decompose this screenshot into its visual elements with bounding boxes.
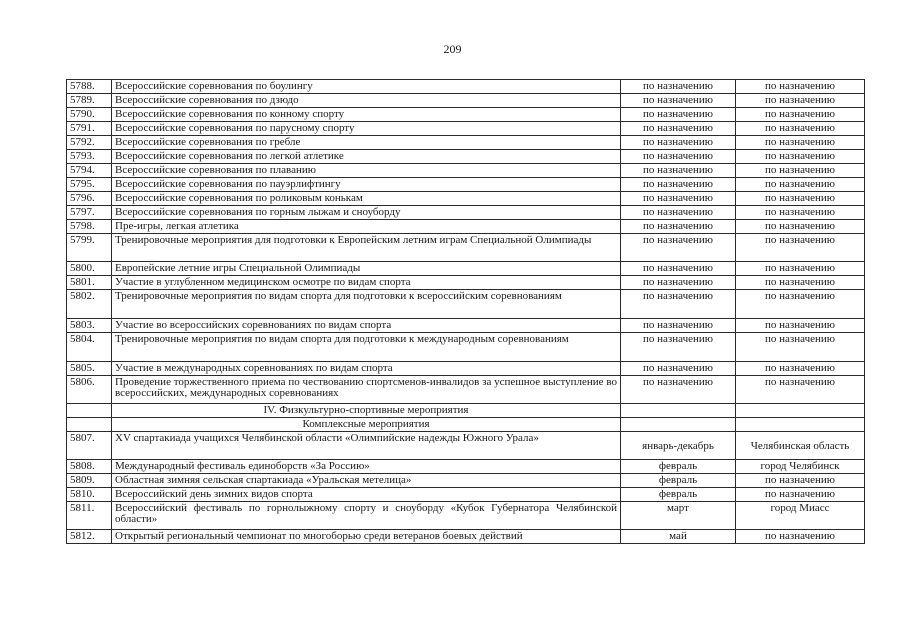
- event-place: по назначению: [736, 333, 865, 362]
- event-date: по назначению: [621, 333, 736, 362]
- row-number: 5788.: [67, 80, 112, 94]
- page-number: 209: [443, 42, 462, 56]
- row-number: 5810.: [67, 488, 112, 502]
- table-row: [67, 502, 865, 530]
- table-row: [67, 94, 865, 108]
- event-date: по назначению: [621, 376, 736, 404]
- event-name: Открытый региональный чемпионат по многоборью среди ветеранов боевых действий: [112, 530, 621, 544]
- event-place: по назначению: [736, 234, 865, 262]
- event-place: по назначению: [736, 206, 865, 220]
- row-number: 5806.: [67, 376, 112, 404]
- event-place: по назначению: [736, 108, 865, 122]
- table-row: [67, 530, 865, 544]
- table-row: [67, 206, 865, 220]
- event-date: по назначению: [621, 136, 736, 150]
- event-place: по назначению: [736, 220, 865, 234]
- table-row: [67, 460, 865, 474]
- row-number: 5791.: [67, 122, 112, 136]
- event-place: по назначению: [736, 530, 865, 544]
- event-place: город Челябинск: [736, 460, 865, 474]
- table-row: [67, 290, 865, 319]
- event-name: XV спартакиада учащихся Челябинской области «Олимпийские надежды Южного Урала»: [112, 432, 621, 460]
- event-name: Участие в углубленном медицинском осмотре по видам спорта: [112, 276, 621, 290]
- event-date: по назначению: [621, 164, 736, 178]
- event-date: по назначению: [621, 192, 736, 206]
- table-row: [67, 333, 865, 362]
- table-row: [67, 432, 865, 460]
- event-place: по назначению: [736, 474, 865, 488]
- table-row: [67, 276, 865, 290]
- event-name: Тренировочные мероприятия для подготовки к Европейским летним играм Специальной Олимпиады: [112, 234, 621, 262]
- table-row: [67, 108, 865, 122]
- event-name: Всероссийские соревнования по дзюдо: [112, 94, 621, 108]
- event-place: по назначению: [736, 290, 865, 319]
- event-date: февраль: [621, 460, 736, 474]
- event-date: февраль: [621, 474, 736, 488]
- event-date: по назначению: [621, 234, 736, 262]
- event-name: Тренировочные мероприятия по видам спорта для подготовки к всероссийским соревнованиям: [112, 290, 621, 319]
- row-number: 5807.: [67, 432, 112, 460]
- event-date: по назначению: [621, 276, 736, 290]
- subsection-empty-cell: [621, 418, 736, 432]
- table-row: [67, 474, 865, 488]
- event-name: Участие в международных соревнованиях по видам спорта: [112, 362, 621, 376]
- table-row: [67, 220, 865, 234]
- row-number: 5809.: [67, 474, 112, 488]
- table-row: [67, 488, 865, 502]
- event-place: по назначению: [736, 276, 865, 290]
- event-name: Пре-игры, легкая атлетика: [112, 220, 621, 234]
- event-place: по назначению: [736, 192, 865, 206]
- event-date: по назначению: [621, 108, 736, 122]
- table-row: [67, 362, 865, 376]
- table-row: [67, 319, 865, 333]
- event-date: по назначению: [621, 150, 736, 164]
- subsection-title: Комплексные мероприятия: [112, 418, 621, 432]
- event-name: Всероссийский день зимних видов спорта: [112, 488, 621, 502]
- row-number: 5796.: [67, 192, 112, 206]
- event-name: Областная зимняя сельская спартакиада «Уральская метелица»: [112, 474, 621, 488]
- row-number: 5793.: [67, 150, 112, 164]
- event-name: Тренировочные мероприятия по видам спорта для подготовки к международным соревнованиям: [112, 333, 621, 362]
- event-place: по назначению: [736, 164, 865, 178]
- table-row: [67, 262, 865, 276]
- row-number: 5800.: [67, 262, 112, 276]
- subsection-empty-cell: [736, 418, 865, 432]
- event-place: по назначению: [736, 136, 865, 150]
- table-row: [67, 164, 865, 178]
- event-name: Всероссийские соревнования по парусному спорту: [112, 122, 621, 136]
- event-name: Всероссийские соревнования по конному спорту: [112, 108, 621, 122]
- section-num-cell: [67, 404, 112, 418]
- row-number: 5794.: [67, 164, 112, 178]
- row-number: 5797.: [67, 206, 112, 220]
- event-date: май: [621, 530, 736, 544]
- row-number: 5805.: [67, 362, 112, 376]
- events-table: [66, 79, 865, 544]
- event-date: по назначению: [621, 220, 736, 234]
- event-name: Европейские летние игры Специальной Олимпиады: [112, 262, 621, 276]
- row-number: 5792.: [67, 136, 112, 150]
- section-title: IV. Физкультурно-спортивные мероприятия: [112, 404, 621, 418]
- event-date: по назначению: [621, 206, 736, 220]
- event-place: по назначению: [736, 376, 865, 404]
- table-row: [67, 80, 865, 94]
- table-row: [67, 122, 865, 136]
- row-number: 5812.: [67, 530, 112, 544]
- event-date: по назначению: [621, 262, 736, 276]
- row-number: 5804.: [67, 333, 112, 362]
- event-date: по назначению: [621, 319, 736, 333]
- row-number: 5790.: [67, 108, 112, 122]
- row-number: 5802.: [67, 290, 112, 319]
- event-place: город Миасс: [736, 502, 865, 530]
- event-name: Всероссийские соревнования по боулингу: [112, 80, 621, 94]
- event-name: Проведение торжественного приема по чествованию спортсменов-инвалидов за успешное выступление во всероссийских, международных соревнованиях: [112, 376, 621, 404]
- row-number: 5789.: [67, 94, 112, 108]
- section-empty-cell: [736, 404, 865, 418]
- table-row: [67, 234, 865, 262]
- section-empty-cell: [621, 404, 736, 418]
- subsection-num-cell: [67, 418, 112, 432]
- row-number: 5803.: [67, 319, 112, 333]
- event-place: по назначению: [736, 362, 865, 376]
- event-date: февраль: [621, 488, 736, 502]
- event-name: Участие во всероссийских соревнованиях по видам спорта: [112, 319, 621, 333]
- event-date: по назначению: [621, 290, 736, 319]
- event-place: по назначению: [736, 319, 865, 333]
- row-number: 5798.: [67, 220, 112, 234]
- event-name: Всероссийские соревнования по роликовым конькам: [112, 192, 621, 206]
- event-place: по назначению: [736, 178, 865, 192]
- event-date: по назначению: [621, 362, 736, 376]
- event-date: по назначению: [621, 178, 736, 192]
- row-number: 5808.: [67, 460, 112, 474]
- event-name: Всероссийские соревнования по пауэрлифтингу: [112, 178, 621, 192]
- row-number: 5795.: [67, 178, 112, 192]
- event-place: по назначению: [736, 488, 865, 502]
- table-row: [67, 150, 865, 164]
- table-row: [67, 376, 865, 404]
- event-place: по назначению: [736, 80, 865, 94]
- row-number: 5811.: [67, 502, 112, 530]
- event-date: январь-декабрь: [621, 432, 736, 460]
- row-number: 5801.: [67, 276, 112, 290]
- event-name: Всероссийские соревнования по гребле: [112, 136, 621, 150]
- table-row: [67, 178, 865, 192]
- event-name: Всероссийские соревнования по плаванию: [112, 164, 621, 178]
- event-name: Всероссийский фестиваль по горнолыжному спорту и сноуборду «Кубок Губернатора Челябинской области»: [112, 502, 621, 530]
- event-place: по назначению: [736, 262, 865, 276]
- event-place: Челябинская область: [736, 432, 865, 460]
- event-date: март: [621, 502, 736, 530]
- table-row: [67, 192, 865, 206]
- event-name: Всероссийские соревнования по легкой атлетике: [112, 150, 621, 164]
- section-row: [67, 404, 865, 418]
- event-place: по назначению: [736, 94, 865, 108]
- event-date: по назначению: [621, 80, 736, 94]
- subsection-row: [67, 418, 865, 432]
- event-name: Всероссийские соревнования по горным лыжам и сноуборду: [112, 206, 621, 220]
- event-date: по назначению: [621, 122, 736, 136]
- event-date: по назначению: [621, 94, 736, 108]
- event-name: Международный фестиваль единоборств «За Россию»: [112, 460, 621, 474]
- table-row: [67, 136, 865, 150]
- row-number: 5799.: [67, 234, 112, 262]
- event-place: по назначению: [736, 122, 865, 136]
- event-place: по назначению: [736, 150, 865, 164]
